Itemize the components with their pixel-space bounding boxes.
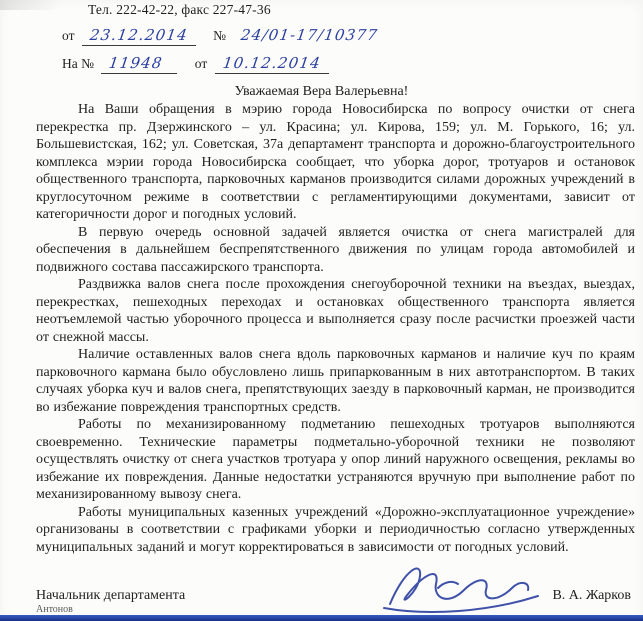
incoming-number-field xyxy=(101,54,177,74)
incoming-date-label: от xyxy=(194,56,208,71)
incoming-number-label: На № xyxy=(62,56,94,71)
outgoing-number-field xyxy=(233,26,386,45)
outgoing-reference-line xyxy=(62,26,400,46)
outgoing-date-label: от xyxy=(62,28,75,43)
paragraph-6: Работы муниципальных казенных учреждений «Дорожно-эксплуатационное учреждение» организованы в соответствии с графиками уборки и периодичностью согласно утвержденных муниципальных заданий и могут корректироваться в зависимости от погодных условий. xyxy=(36,504,635,555)
outgoing-date-handwritten: 23.12.2014 xyxy=(88,26,190,44)
paragraph-3: Раздвижка валов снега после прохождения снегоуборочной техники на въездах, выездах, перекрестках, пешеходных переходах и остановках общественного транспорта является неотъемлемой частью уборочного процесса и выполняется сразу после расчистки проезжей части от снежной массы. xyxy=(36,277,635,345)
signer-position: Начальник департамента xyxy=(36,588,186,603)
outgoing-date-field xyxy=(82,26,196,46)
salutation: Уважаемая Вера Валерьевна! xyxy=(234,84,409,99)
incoming-date-handwritten: 10.12.2014 xyxy=(221,54,322,72)
paragraph-5: Работы по механизированному подметанию пешеходных тротуаров выполняются своевременно. Технические параметры подметально-уборочной техники не позволяют осуществлять очистку от снега участков тротуара у опор линий наружного освещения, рекламы во избежание их повреждения. Данные недостатки устраняются вручную при выполнение работ по механизированному вывозу снега. xyxy=(36,417,635,502)
paragraph-4: Наличие оставленных валов снега вдоль парковочных карманов и наличие куч по краям парковочного кармана было обусловлено лишь припаркованным в них автотранспортом. В таких случаях уборка куч и валов снега, препятствующих заезду в парковочный карман, не производится во избежание повреждения транспортных средств. xyxy=(36,347,635,415)
paragraph-2: В первую очередь основной задачей является очистка от снега магистралей для обеспечения в дальнейшем беспрепятственного движения по улицам города автомобилей и подвижного состава пассажирского транспорта. xyxy=(36,224,635,275)
signoff-block xyxy=(36,588,631,604)
handwritten-signature xyxy=(378,558,548,616)
incoming-number-handwritten: 11948 xyxy=(108,54,165,72)
outgoing-number-handwritten: 24/01-17/10377 xyxy=(240,26,380,44)
signer-name: В. А. Жарков xyxy=(552,588,631,603)
scan-edge-strip xyxy=(0,615,643,621)
executor-name: Антонов xyxy=(36,604,73,615)
letterhead-phone-line: Тел. 222-42-22, факс 227-47-36 xyxy=(88,2,271,17)
letter-body xyxy=(36,101,635,556)
incoming-date-field xyxy=(215,54,329,74)
outgoing-number-label: № xyxy=(213,28,227,43)
paragraph-1: На Ваши обращения в мэрию города Новосибирска по вопросу очистки от снега перекрестка пр. Дзержинского – ул. Красина; ул. Кирова, 159; ул. М. Горького, 16; ул. Большевистская, 162; ул. Советская, 37а департамент транспорта и дорожно-благоустроительного комплекса мэрии города Новосибирска сообщает, что уборка дорог, тротуаров и остановок общественного транспорта, парковочных карманов производится силами дорожных учреждений в круглосуточном режиме в соответствии с регламентирующими документами, зависит от категоричности дорог и погодных условий. xyxy=(36,102,635,222)
scan-artifact xyxy=(0,0,60,10)
incoming-reference-line xyxy=(62,54,343,74)
